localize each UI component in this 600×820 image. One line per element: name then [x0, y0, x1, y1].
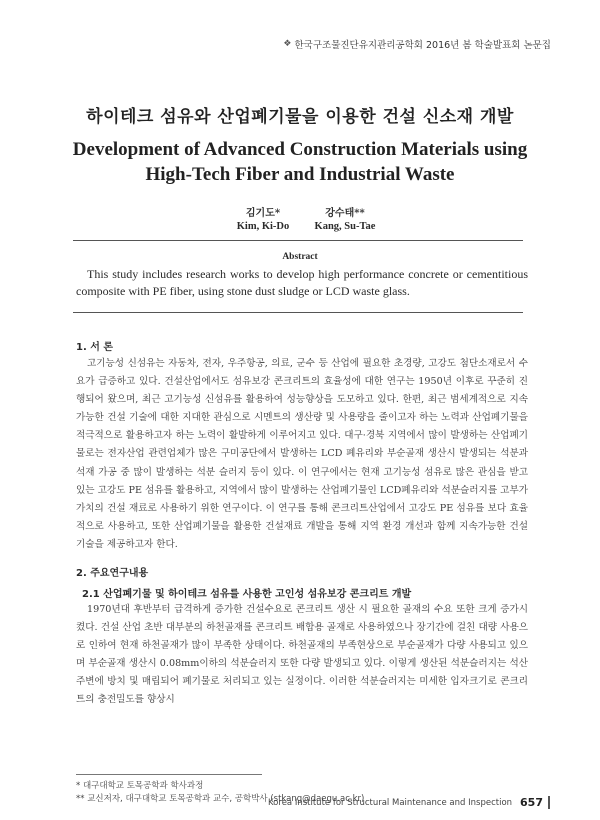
author-1-name-en: Kim, Ki-Do: [236, 221, 290, 232]
author-2-name-en: Kang, Su-Tae: [314, 221, 376, 232]
section-1-body: 고기능성 신섬유는 자동차, 전자, 우주항공, 의료, 군수 등 산업에 필요한 초경량, 고강도 첨단소재로서 수요가 급증하고 있다. 건설산업에서도 섬유보강 콘크리트의 효율성에 대한 연구는 1950년 이후로 꾸준히 진행되어 왔으며, 최근 고기능성 신섬유를 활용하여 성능향상을 도모하고 있다. 한편, 최근 범세계적으로 지속가능한 건설 기술에 대한 지대한 관심으로 시멘트의 생산량 및 사용량을 줄이고자 하는 노력과 산업폐기물을 적극적으로 활용하고자 하는 노력이 활발하게 이루어지고 있다. 대구·경북 지역에서 많이 발생하는 산업폐기물로는 전자산업 관련업체가 많은 구미공단에서 발생하는 LCD 폐유리와 부순골재 생산시 발생되는 석분과 석재 가공 중 많이 발생하는 석분 슬러지 등이 있다. 이 연구에서는 현재 고기능성 섬유로 많은 관심을 받고 있는 고강도 PE 섬유를 활용하고, 지역에서 많이 발생하는 산업폐기물인 LCD폐유리와 석분슬러지를 고부가가치의 건설 재료로 사용하기 위한 연구이다. 이 연구를 통해 콘크리트산업에서 고강도 PE 섬유를 보다 효율적으로 사용하고, 또한 산업폐기물을 활용한 건설재료 개발을 통해 지역 환경 개선과 함께 지속가능한 건설 기술을 제공하고자 한다.: [76, 358, 528, 550]
author-2: [305, 204, 385, 232]
page-footer: [268, 796, 550, 809]
author-1: [233, 204, 293, 232]
footer-institute: Korea Institute for Structural Maintenance and Inspection: [268, 797, 513, 808]
footnote-2: ** 교신저자, 대구대학교 토목공학과 교수, 공학박사 (stkang@daegu.ac.kr): [76, 794, 365, 804]
author-2-name-ko: 강수태**: [325, 208, 365, 219]
abstract-heading: Abstract: [282, 252, 318, 262]
page-number: 657: [520, 796, 550, 809]
header-text: 한국구조물진단유지관리공학회 2016년 봄 학술발표회 논문집: [294, 40, 551, 51]
section-2-1-body: 1970년대 후반부터 급격하게 증가한 건설수요로 콘크리트 생산 시 필요한 골재의 수요 또한 크게 증가시켰다. 건설 산업 초반 대부분의 하천골재를 콘크리트 배합용 골재로 사용하였으나 장기간에 걸친 대량 사용으로 인하여 현재 하천골재가 많이 부족한 상태이다. 하천골재의 부족현상으로 부순골재가 다량 사용되고 있으며 부순골재 생산시 0.08mm이하의 석분슬러지 또한 다량 발생되고 있다. 이렇게 생산된 석분슬러지는 석산 주변에 방치 및 매립되어 폐기물로 처리되고 있는 실정이다. 이러한 석분슬러지는 미세한 입자크기로 콘크리트의 충전밀도를 향상시: [76, 604, 528, 706]
title-en-line1: Development of Advanced Construction Materials using: [72, 139, 528, 160]
abstract-bottom-rule: [73, 312, 523, 313]
title-en-line2: High-Tech Fiber and Industrial Waste: [145, 164, 455, 185]
diamond-icon: ❖: [283, 39, 292, 49]
paper-title-korean: 하이테크 섬유와 산업폐기물을 이용한 건설 신소재 개발: [86, 107, 514, 127]
footnote-rule: [76, 774, 262, 775]
subsection-2-1-heading: 2.1 산업폐기물 및 하이테크 섬유를 사용한 고인성 섬유보강 콘크리트 개발: [82, 589, 412, 600]
paper-title-english: [0, 137, 600, 187]
section-1-heading: 1. 서 론: [76, 342, 114, 353]
abstract-text: This study includes research works to develop high performance concrete or cementitious composite with PE fiber, using stone dust sludge or LCD waste glass.: [76, 267, 528, 298]
section-2-heading: 2. 주요연구내용: [76, 568, 149, 579]
running-header: [283, 37, 551, 51]
abstract-top-rule: [73, 240, 523, 241]
author-1-name-ko: 김기도*: [245, 208, 281, 219]
footnote-1: * 대구대학교 토목공학과 학사과정: [76, 781, 204, 791]
